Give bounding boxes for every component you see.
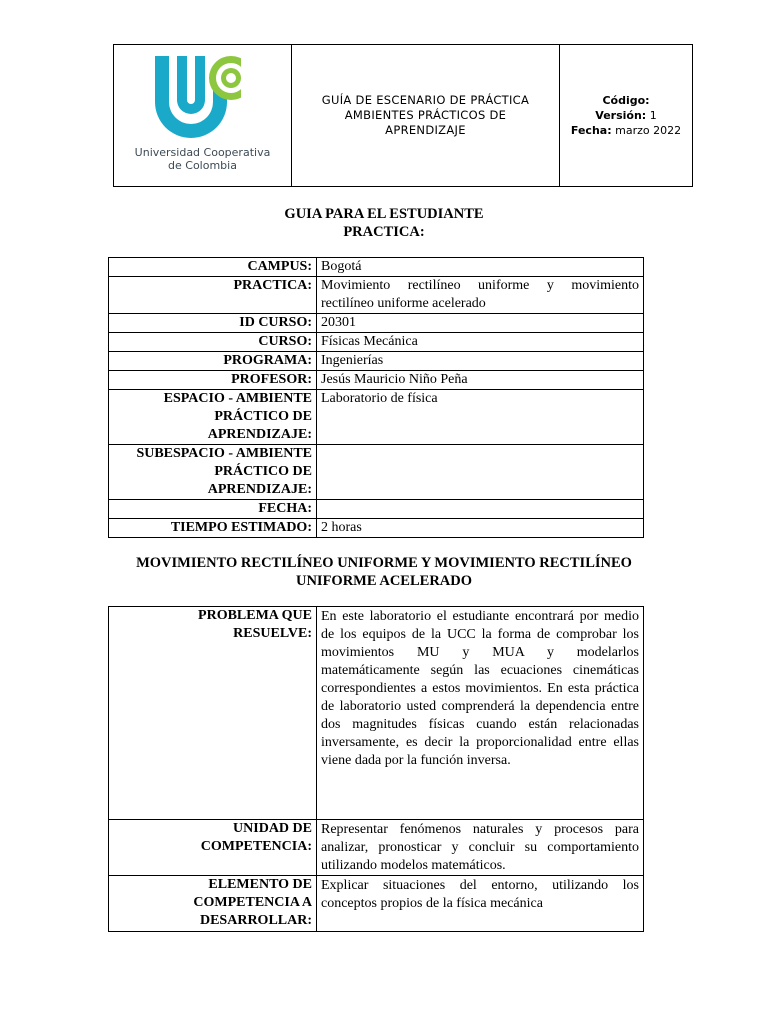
- espacio-label-line2: PRÁCTICO DE: [214, 409, 312, 424]
- table-row: [109, 445, 644, 500]
- problema-label-line1: PROBLEMA QUE: [198, 608, 312, 623]
- guide-title-line2: AMBIENTES PRÁCTICOS DE: [344, 108, 507, 122]
- section-title-line2: UNIFORME ACELERADO: [295, 573, 473, 589]
- section-title-line1: MOVIMIENTO RECTILÍNEO UNIFORME Y MOVIMIENTO RECTILÍNEO: [136, 555, 632, 571]
- elemento-label: [109, 876, 317, 932]
- practica-value: Movimiento rectilíneo uniforme y movimiento rectilíneo uniforme acelerado: [317, 277, 644, 314]
- doc-title-line1: GUIA PARA EL ESTUDIANTE: [284, 206, 484, 222]
- logo-text-line2: de Colombia: [168, 159, 237, 172]
- subespacio-label-line2: PRÁCTICO DE: [214, 464, 312, 479]
- unidad-label-line1: UNIDAD DE: [233, 821, 312, 836]
- elemento-label-line2: COMPETENCIA A: [193, 895, 312, 910]
- subespacio-label-line1: SUBESPACIO - AMBIENTE: [136, 446, 312, 461]
- curso-label: CURSO:: [109, 333, 317, 352]
- campus-value: Bogotá: [317, 258, 644, 277]
- tiempo-value: 2 horas: [317, 519, 644, 538]
- espacio-value: Laboratorio de física: [317, 390, 644, 445]
- guide-title-line3: APRENDIZAJE: [385, 123, 466, 137]
- logo-cell: [114, 45, 292, 186]
- unidad-label: [109, 820, 317, 876]
- table-row: [109, 500, 644, 519]
- table-row: [109, 607, 644, 820]
- table-row: [109, 519, 644, 538]
- table-row: [109, 314, 644, 333]
- problema-label-line2: RESUELVE:: [233, 626, 312, 641]
- programa-value: Ingenierías: [317, 352, 644, 371]
- practica-label: PRACTICA:: [109, 277, 317, 314]
- elemento-label-line1: ELEMENTO DE: [208, 877, 312, 892]
- id-curso-label: ID CURSO:: [109, 314, 317, 333]
- guide-title-line1: GUÍA DE ESCENARIO DE PRÁCTICA: [321, 93, 530, 107]
- profesor-value: Jesús Mauricio Niño Peña: [317, 371, 644, 390]
- version-label: Versión:: [595, 109, 647, 122]
- problema-value: En este laboratorio el estudiante encontrará por medio de los equipos de la UCC la forma de comprobar los movimientos MU y MUA y modelarlos matemáticamente según las ecuaciones cinemáticas correspondientes a estos movimientos. En esta práctica de laboratorio usted comprenderá la dependencia entre dos magnitudes físicas cuando están relacionadas inversamente, es decir la proporcionalidad entre ellas viene dada por la función inversa.: [317, 607, 644, 820]
- date-label: Fecha:: [570, 124, 612, 137]
- table-row: [109, 352, 644, 371]
- subespacio-value: [317, 445, 644, 500]
- elemento-value: Explicar situaciones del entorno, utilizando los conceptos propios de la física mecánica: [317, 876, 644, 932]
- competency-table: [108, 606, 644, 932]
- curso-value: Físicas Mecánica: [317, 333, 644, 352]
- table-row: [109, 390, 644, 445]
- problema-label: [109, 607, 317, 820]
- table-row: [109, 277, 644, 314]
- fecha-value: [317, 500, 644, 519]
- table-row: [109, 258, 644, 277]
- unidad-value: Representar fenómenos naturales y procesos para analizar, pronosticar y concluir su comportamiento utilizando modelos matemáticos.: [317, 820, 644, 876]
- logo-ring-cut: [241, 54, 259, 102]
- document-header: [113, 44, 693, 187]
- table-row: [109, 820, 644, 876]
- info-table: [108, 257, 644, 538]
- unidad-label-line2: COMPETENCIA:: [200, 839, 312, 854]
- campus-label: CAMPUS:: [109, 258, 317, 277]
- programa-label: PROGRAMA:: [109, 352, 317, 371]
- espacio-label: [109, 390, 317, 445]
- subespacio-label-line3: APRENDIZAJE:: [207, 482, 312, 497]
- logo-inner-u: [177, 56, 205, 114]
- espacio-label-line3: APRENDIZAJE:: [207, 427, 312, 442]
- date-value: marzo 2022: [615, 124, 682, 137]
- table-row: [109, 333, 644, 352]
- profesor-label: PROFESOR:: [109, 371, 317, 390]
- ucc-logo: [147, 50, 259, 142]
- espacio-label-line1: ESPACIO - AMBIENTE: [163, 391, 312, 406]
- elemento-label-line3: DESARROLLAR:: [199, 913, 312, 928]
- code-label: Código:: [602, 94, 650, 107]
- version-value: 1: [649, 109, 657, 122]
- logo-text-line1: Universidad Cooperativa: [134, 146, 271, 159]
- tiempo-label: TIEMPO ESTIMADO:: [109, 519, 317, 538]
- table-row: [109, 371, 644, 390]
- table-row: [109, 876, 644, 932]
- subespacio-label: [109, 445, 317, 500]
- logo-ring-core: [226, 73, 236, 83]
- guide-title-cell: [292, 45, 560, 186]
- id-curso-value: 20301: [317, 314, 644, 333]
- fecha-label: FECHA:: [109, 500, 317, 519]
- doc-meta-cell: [560, 45, 692, 186]
- doc-title-line2: PRACTICA:: [343, 224, 425, 240]
